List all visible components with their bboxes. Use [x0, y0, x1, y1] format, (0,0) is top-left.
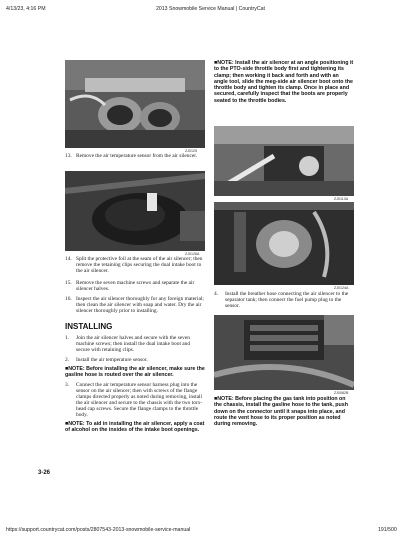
figure-caption: ZJ0113A: [334, 197, 349, 201]
page-number: 3-26: [38, 470, 51, 476]
section-title: INSTALLING: [65, 322, 113, 331]
step-text: Install the air temperature sensor.: [76, 357, 148, 363]
gas-tank-photo: [214, 315, 354, 390]
step-text: Remove the seven machine screws and separate the air silencer halves.: [76, 280, 195, 293]
step-text: Remove the air temperature sensor from the air silencer.: [76, 153, 198, 159]
footer-page-count: 191/500: [378, 527, 397, 533]
step-text: Join the air silencer halves and secure with the seven machine screws; then install the dual intake boot and secure with retaining clips.: [76, 335, 191, 354]
step-number: 14.: [65, 256, 72, 262]
note-before-installing: ■NOTE: Before installing the air silencer, make sure the gasline hose is routed over the air silencer.: [65, 366, 205, 379]
figure-caption: ZJ0126A: [185, 252, 200, 256]
header-title: 2013 Snowmobile Service Manual | CountryCat: [156, 6, 265, 12]
header-datetime: 4/13/23, 4:16 PM: [6, 6, 46, 12]
note-gas-tank: ■NOTE: Before placing the gas tank into position on the chassis, install the gasline hose to the tank, push down on the connector until it snaps into place, and route the vent hose to its proper position as noted during removing.: [214, 396, 348, 428]
engine-throttle-photo: [65, 60, 205, 148]
step-number: 4.: [214, 291, 219, 297]
step-number: 15.: [65, 280, 72, 286]
air-silencer-photo: [65, 171, 205, 251]
step-number: 2.: [65, 357, 70, 363]
step-text: Split the protective foil at the seam of the air silencer; then remove the retaining clips securing the dual intake boot to the air silencer.: [76, 256, 203, 275]
figure-caption: ZJ0082B: [334, 391, 349, 395]
note-install-angle: ■NOTE: Install the air silencer at an angle positioning it to the PTO-side throttle body first and tightening its clamp; then working it back and forth and with an angle tool, slide the meg-side air silencer boot onto the throttle body and tighten its clamp. Once in place and secured, carefully inspect that the boots are properly seated to the throttle bodies.: [214, 60, 354, 104]
step-number: 1.: [65, 335, 70, 341]
step-text: Connect the air temperature sensor harness plug into the sensor on the air silencer; then with screws of the flange clamps directed properly as noted during removing, install the air silencer and secure to the chassis with the two torx-head cap screws. Secure the flange clamps to the throttle body.: [76, 382, 203, 419]
figure-caption: ZJ0124A: [334, 286, 349, 290]
step-number: 13.: [65, 153, 72, 159]
boot-installation-photo: [214, 126, 354, 196]
breather-hose-photo: [214, 202, 354, 285]
step-number: 3.: [65, 382, 70, 388]
note-aid-installing: ■NOTE: To aid in installing the air silencer, apply a coat of alcohol on the insides of the intake boot openings.: [65, 421, 205, 434]
footer-url[interactable]: https://support.countrycat.com/posts/2807543-2013-snowmobile-service-manual: [6, 527, 191, 533]
figure-caption: ZJ0125: [185, 149, 197, 153]
step-text: Install the breather hose connecting the air silencer to the separator tank; then connect the fuel pump plug to the sensor.: [225, 291, 349, 310]
step-text: Inspect the air silencer thoroughly for any foreign material; then clean the air silencer with soap and water. Dry the air silencer thoroughly prior to installing.: [76, 296, 204, 315]
step-number: 16.: [65, 296, 72, 302]
